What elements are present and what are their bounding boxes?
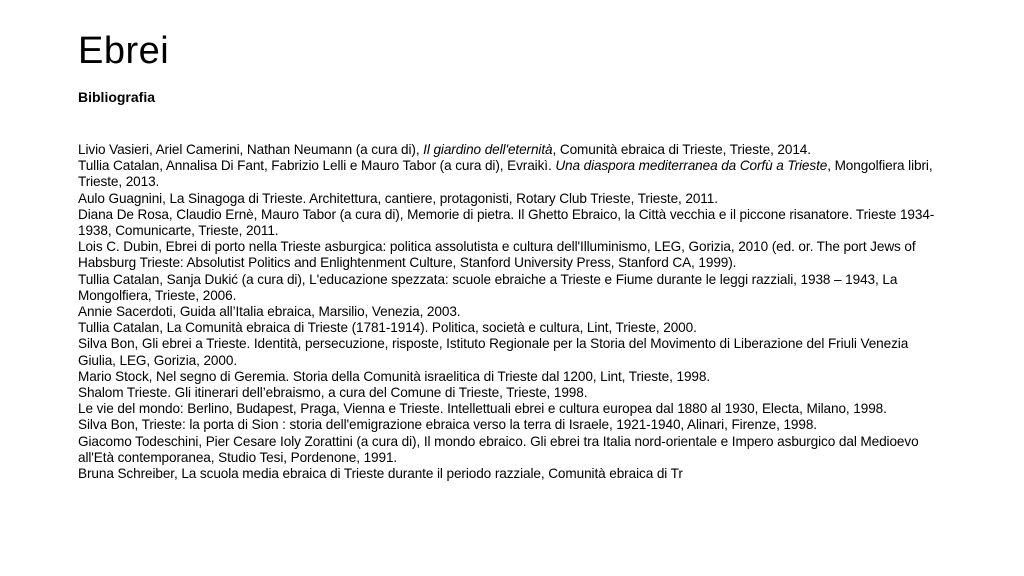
bibliography-entry [78,385,942,401]
bibliography-entry [78,434,942,466]
bibliography-entry [78,239,942,271]
entry-text: Livio Vasieri, Ariel Camerini, Nathan Neumann (a cura di), [78,142,424,157]
bibliography-entry [78,158,942,190]
bibliography-list [78,142,942,482]
entry-text: Tullia Catalan, La Comunità ebraica di Trieste (1781-1914). Politica, società e cultura, Lint, Trieste, 2000. [78,320,697,336]
bibliography-entry [78,142,942,158]
bibliography-entry [78,401,942,417]
bibliography-entry [78,207,942,239]
entry-text: Tullia Catalan, Annalisa Di Fant, Fabrizio Lelli e Mauro Tabor (a cura di), Evraikì. [78,158,556,174]
entry-text: , Mongolfiera libri, Trieste, 2013. [78,158,933,190]
slide-title: Ebrei [78,30,170,72]
entry-text: Tullia Catalan, Sanja Dukić (a cura di), L'educazione spezzata: scuole ebraiche a Trieste e Fiume durante le leggi razziali, 1938 – 1943, La Mongolfiera, Trieste, 2006. [78,271,898,303]
entry-text: Shalom Trieste. Gli itinerari dell’ebraismo, a cura del Comune di Trieste, Trieste, 1998. [78,385,588,401]
slide-subtitle: Bibliografia [78,89,156,105]
entry-text: Silva Bon, Gli ebrei a Trieste. Identità, persecuzione, risposte, Istituto Regionale per la Storia del Movimento di Liberazione del Friuli Venezia Giulia, LEG, Gorizia, 2000. [78,336,909,368]
entry-text: Giacomo Todeschini, Pier Cesare Ioly Zorattini (a cura di), Il mondo ebraico. Gli ebrei tra Italia nord-orientale e Impero asburgico dal Medioevo all'Età contemporanea, Studio Tesi, Pordenone, 1991. [78,433,919,465]
bibliography-entry [78,466,942,482]
entry-text: Bruna Schreiber, La scuola media ebraica di Trieste durante il periodo razziale, Comunità ebraica di Tr [78,466,683,482]
entry-text: Aulo Guagnini, La Sinagoga di Trieste. Architettura, cantiere, protagonisti, Rotary Club Trieste, Trieste, 2011. [78,190,718,206]
entry-text: , Comunità ebraica di Trieste, Trieste, 2014. [552,142,811,157]
bibliography-entry [78,336,942,368]
entry-text: Lois C. Dubin, Ebrei di porto nella Trieste asburgica: politica assolutista e cultura dell'Illuminismo, LEG, Gorizia, 2010 (ed. or. The port Jews of Habsburg Trieste: Absolutist Politics and Enlightenment Culture, Stanford University Press, Stanford CA, 1999). [78,239,916,271]
bibliography-entry [78,369,942,385]
entry-text: Silva Bon, Trieste: la porta di Sion : storia dell'emigrazione ebraica verso la terra di Israele, 1921-1940, Alinari, Firenze, 1998. [78,417,817,433]
entry-text: Diana De Rosa, Claudio Ernè, Mauro Tabor (a cura di), Memorie di pietra. Il Ghetto Ebraico, la Città vecchia e il piccone risanatore. Trieste 1934-1938, Comunicarte, Trieste, 2011. [78,206,935,239]
entry-title-italic: Il giardino dell'eternità [423,142,553,157]
entry-text: Annie Sacerdoti, Guida all’Italia ebraica, Marsilio, Venezia, 2003. [78,304,461,320]
entry-text: Mario Stock, Nel segno di Geremia. Storia della Comunità israelitica di Trieste dal 1200, Lint, Trieste, 1998. [78,368,710,384]
bibliography-entry [78,272,942,304]
bibliography-entry [78,304,942,320]
entry-title-italic: Una diaspora mediterranea da Corfù a Trieste [555,158,828,174]
entry-text: Le vie del mondo: Berlino, Budapest, Praga, Vienna e Trieste. Intellettuali ebrei e cultura europea dal 1880 al 1930, Electa, Milano, 1998. [78,401,887,417]
bibliography-entry [78,417,942,433]
bibliography-entry [78,320,942,336]
bibliography-entry [78,191,942,207]
